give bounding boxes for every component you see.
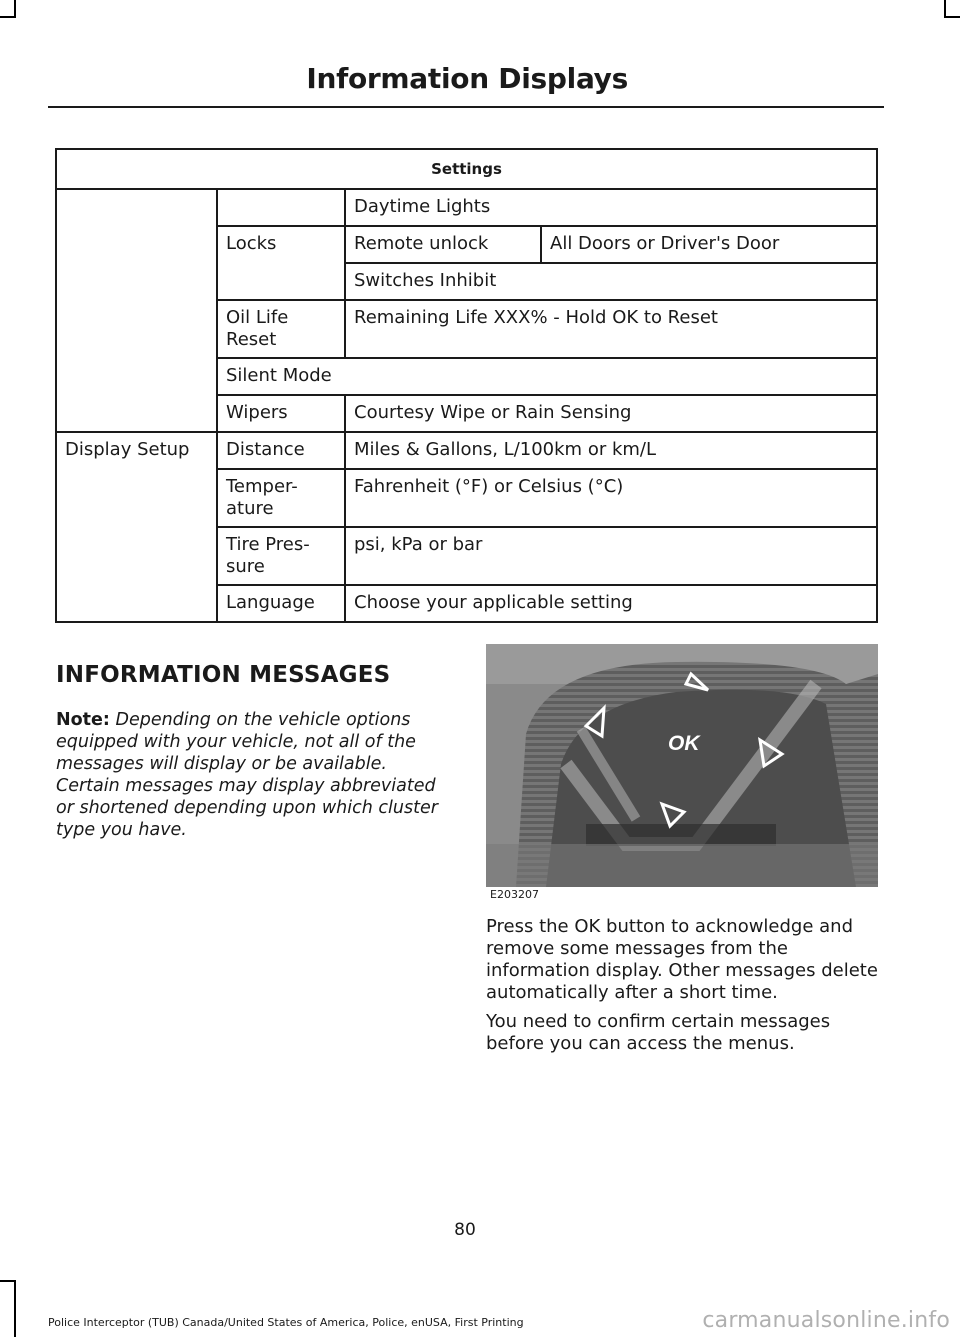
- body-paragraph: You need to confirm certain messages before you can access the menus.: [486, 1011, 831, 1054]
- page-number: 80: [454, 1220, 476, 1240]
- table-cell: psi, kPa or bar: [345, 527, 877, 585]
- crop-mark: [944, 16, 960, 18]
- table-cell: Oil Life Reset: [217, 300, 345, 358]
- table-cell: [56, 189, 217, 432]
- table-cell: Courtesy Wipe or Rain Sensing: [345, 395, 877, 432]
- table-cell: Fahrenheit (°F) or Celsius (°C): [345, 469, 877, 527]
- table-cell: Language: [217, 585, 345, 622]
- table-heading: Settings: [56, 149, 877, 189]
- watermark: carmanualsonline.info: [702, 1308, 950, 1333]
- table-cell: Wipers: [217, 395, 345, 432]
- steering-wheel-ok-button-illustration: [486, 644, 878, 887]
- settings-table: [55, 148, 878, 623]
- table-cell: [217, 189, 345, 226]
- table-row: [56, 189, 877, 226]
- footer-text: Police Interceptor (TUB) Canada/United States of America, Police, enUSA, First Printing: [48, 1316, 524, 1329]
- table-cell: Remaining Life XXX% - Hold OK to Reset: [345, 300, 877, 358]
- table-row: [56, 432, 877, 469]
- figure-code: E203207: [490, 888, 539, 901]
- table-cell: Miles & Gallons, L/100km or km/L: [345, 432, 877, 469]
- ok-button-label: OK: [668, 732, 700, 755]
- table-cell: Switches Inhibit: [345, 263, 877, 300]
- table-cell: Tire Pres-sure: [217, 527, 345, 585]
- note-paragraph: [56, 709, 451, 841]
- table-cell: Daytime Lights: [345, 189, 877, 226]
- table-cell: Distance: [217, 432, 345, 469]
- body-paragraph: Press the OK button to acknowledge and remove some messages from the information display. Other messages delete automatically after a short time.: [486, 916, 878, 1003]
- steering-control-image: [486, 644, 878, 887]
- crop-mark: [0, 1280, 16, 1282]
- crop-mark: [0, 16, 16, 18]
- section-title: INFORMATION MESSAGES: [56, 662, 391, 688]
- table-cell: Locks: [217, 226, 345, 300]
- table-cell: All Doors or Driver's Door: [541, 226, 877, 263]
- note-text: Depending on the vehicle options equipped with your vehicle, not all of the messages will display or be available. Certain messages may display abbreviated or shortened depending upon which cluster type you have.: [56, 710, 438, 840]
- crop-mark: [14, 1280, 16, 1337]
- table-cell: Silent Mode: [217, 358, 877, 395]
- table-cell: Temper-ature: [217, 469, 345, 527]
- note-label: Note:: [56, 710, 110, 730]
- table-cell: Choose your applicable setting: [345, 585, 877, 622]
- page-title: Information Displays: [306, 62, 628, 95]
- table-cell: Remote unlock: [345, 226, 541, 263]
- table-cell: Display Setup: [56, 432, 217, 622]
- page-header: [48, 58, 884, 108]
